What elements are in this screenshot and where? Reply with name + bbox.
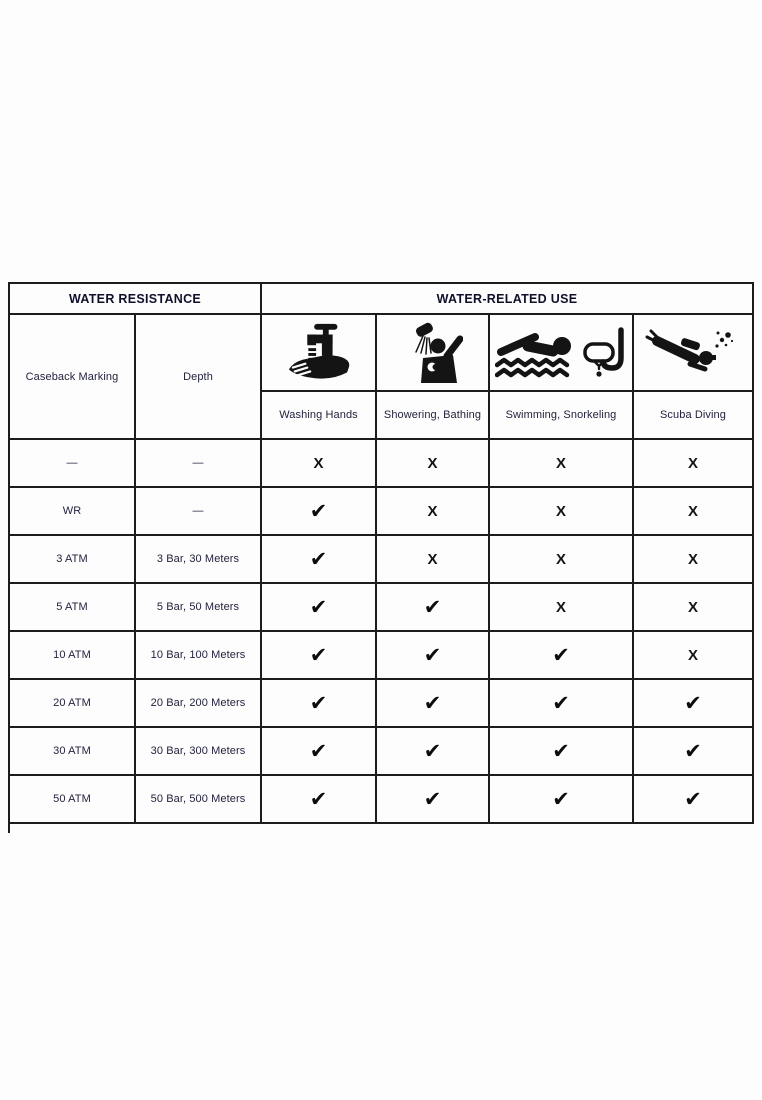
depth-cell: 20 Bar, 200 Meters: [135, 679, 261, 727]
x-mark-cell: X: [489, 487, 633, 535]
table-left-border-stub: [8, 824, 10, 833]
caseback-marking-cell: 5 ATM: [9, 583, 135, 631]
check-mark-cell: ✔: [489, 679, 633, 727]
caseback-marking-cell: —: [9, 439, 135, 487]
check-mark-cell: ✔: [376, 631, 489, 679]
caseback-marking-cell: 30 ATM: [9, 727, 135, 775]
x-mark-cell: X: [261, 439, 376, 487]
x-mark-cell: X: [376, 439, 489, 487]
washing-hands-icon: [286, 322, 352, 384]
check-mark-cell: ✔: [261, 631, 376, 679]
scuba-diving-icon: [643, 327, 743, 379]
table-row: [9, 535, 753, 583]
check-mark-cell: ✔: [489, 727, 633, 775]
depth-cell: 30 Bar, 300 Meters: [135, 727, 261, 775]
use-label-swimming-snorkeling: Swimming, Snorkeling: [489, 391, 633, 439]
data-rows: [9, 439, 753, 823]
water-resistance-header: WATER RESISTANCE: [9, 283, 261, 314]
check-mark-cell: ✔: [633, 727, 753, 775]
showering-bathing-icon: [403, 322, 463, 384]
x-mark-cell: X: [633, 535, 753, 583]
depth-cell: 5 Bar, 50 Meters: [135, 583, 261, 631]
depth-cell: 10 Bar, 100 Meters: [135, 631, 261, 679]
x-mark-cell: X: [633, 439, 753, 487]
table-row: [9, 631, 753, 679]
x-mark-cell: X: [489, 439, 633, 487]
check-mark-cell: ✔: [489, 775, 633, 823]
use-label-washing-hands: Washing Hands: [261, 391, 376, 439]
icon-row: [9, 314, 753, 391]
depth-cell: 3 Bar, 30 Meters: [135, 535, 261, 583]
x-mark-cell: X: [376, 487, 489, 535]
x-mark-cell: X: [633, 487, 753, 535]
caseback-marking-cell: 50 ATM: [9, 775, 135, 823]
table-row: [9, 439, 753, 487]
caseback-marking-cell: 20 ATM: [9, 679, 135, 727]
x-mark-cell: X: [633, 631, 753, 679]
check-mark-cell: ✔: [489, 631, 633, 679]
check-mark-cell: ✔: [376, 679, 489, 727]
table-row: [9, 583, 753, 631]
check-mark-cell: ✔: [261, 535, 376, 583]
check-mark-cell: ✔: [633, 775, 753, 823]
x-mark-cell: X: [489, 583, 633, 631]
table-row: [9, 487, 753, 535]
x-mark-cell: X: [633, 583, 753, 631]
check-mark-cell: ✔: [261, 679, 376, 727]
caseback-marking-cell: WR: [9, 487, 135, 535]
use-label-scuba-diving: Scuba Diving: [633, 391, 753, 439]
check-mark-cell: ✔: [633, 679, 753, 727]
depth-cell: —: [135, 439, 261, 487]
x-mark-cell: X: [376, 535, 489, 583]
water-resistance-table: [8, 282, 754, 824]
table-row: [9, 727, 753, 775]
caseback-marking-column-header: Caseback Marking: [9, 314, 135, 439]
depth-cell: —: [135, 487, 261, 535]
check-mark-cell: ✔: [376, 775, 489, 823]
depth-column-header: Depth: [135, 314, 261, 439]
check-mark-cell: ✔: [261, 487, 376, 535]
use-label-showering-bathing: Showering, Bathing: [376, 391, 489, 439]
table-row: [9, 775, 753, 823]
swimming-snorkeling-icon: [495, 324, 627, 382]
water-related-use-header: WATER-RELATED USE: [261, 283, 753, 314]
x-mark-cell: X: [489, 535, 633, 583]
header-row: [9, 283, 753, 314]
check-mark-cell: ✔: [376, 583, 489, 631]
showering-bathing-icon-cell: [376, 314, 489, 391]
check-mark-cell: ✔: [261, 583, 376, 631]
caseback-marking-cell: 3 ATM: [9, 535, 135, 583]
check-mark-cell: ✔: [376, 727, 489, 775]
check-mark-cell: ✔: [261, 727, 376, 775]
depth-cell: 50 Bar, 500 Meters: [135, 775, 261, 823]
washing-hands-icon-cell: [261, 314, 376, 391]
caseback-marking-cell: 10 ATM: [9, 631, 135, 679]
scuba-diving-icon-cell: [633, 314, 753, 391]
swimming-snorkeling-icon-cell: [489, 314, 633, 391]
table-row: [9, 679, 753, 727]
check-mark-cell: ✔: [261, 775, 376, 823]
